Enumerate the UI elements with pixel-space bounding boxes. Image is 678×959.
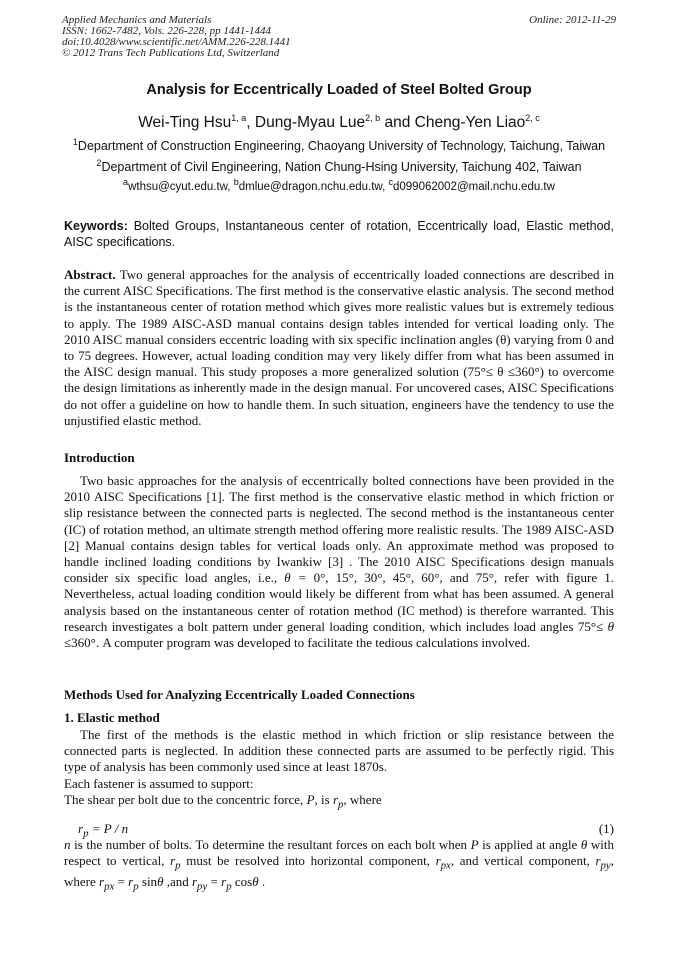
methods-text: , where — [343, 792, 382, 807]
affiliation-text: Department of Construction Engineering, Chaoyang University of Technology, Taichung, Taiwan — [77, 139, 606, 153]
intro-text: ≤360°. A computer program was developed to facilitate the tedious calculations involved. — [64, 635, 531, 651]
affiliation-text: Department of Civil Engineering, Nation Chung-Hsing University, Taichung 402, Taiwan — [101, 160, 582, 174]
methods-text: , is — [314, 792, 333, 807]
abstract-text: Two general approaches for the analysis of eccentrically loaded connections are described in the current AISC Specifications. The first method is the conservative elastic analysis. The second method is the instantaneous center of rotation method which gives more realistic values but is extremely tedious to apply. The 1989 AISC-ASD manual contains design tables intended for vertical loading only. The 2010 AISC manual considers eccentric loading with six specific inclination angles (θ) varying from 0 and to 75 degrees. However, actual loading condition may very likely differ from what has been assumed in the AISC design manual. This study proposes a more generalized solution (75°≤ θ ≤360°) to overcome the design limitations as inherently made in the design manual. For uncovered cases, AISC Specifications do not offer a guideline on how to handle them. In such situation, engineers have the tendency to use the unjustified elastic method. — [64, 267, 614, 428]
keywords-label: Keywords: — [64, 219, 128, 233]
email-address: d099062002@mail.nchu.edu.tw — [393, 181, 555, 193]
symbol-P: P — [306, 792, 315, 807]
methods-text: with respect to vertical, — [64, 837, 614, 869]
methods-text: is applied at angle — [478, 837, 581, 852]
affiliation-1 — [0, 136, 678, 153]
methods-text: cos — [231, 874, 253, 889]
symbol-r: r — [435, 853, 441, 869]
symbol-n: n — [64, 837, 71, 852]
journal-header — [62, 15, 616, 59]
affiliation-2 — [0, 157, 678, 174]
copyright-line: © 2012 Trans Tech Publications Ltd, Switzerland — [62, 47, 280, 59]
email-address: wthsu@cyut.edu.tw, — [128, 181, 234, 193]
author-separator: and — [380, 114, 415, 131]
author-name: Dung-Myau Lue — [254, 114, 366, 131]
methods-text: = — [114, 874, 129, 889]
affiliation-superscript: 2 — [96, 157, 102, 168]
eq-rhs: = P / n — [88, 821, 129, 836]
email-list — [0, 177, 678, 193]
abstract — [64, 267, 614, 429]
symbol-subscript: px — [104, 880, 115, 893]
abstract-label: Abstract. — [64, 267, 116, 282]
symbol-subscript: p — [133, 880, 139, 893]
journal-name: Applied Mechanics and Materials — [62, 14, 212, 26]
affiliation-superscript: 1 — [72, 136, 78, 147]
methods-text: . — [258, 874, 266, 889]
author-list — [0, 114, 678, 132]
intro-text: Two basic approaches for the analysis of eccentrically bolted connections have been provided in the 2010 AISC Specifications [1]. The first method is the conservative elastic method in which friction or slip resistance between the connected parts is neglected. The second method is the instantaneous center (IC) of rotation method, an ultimate strength method offering more realistic results. The 1989 AISC-ASD [2] Manual contains design tables for vertical loads only. An approximate method was proposed to handle inclined loading conditions by Iwankiw [3] . The 2010 AISC Specifications design manuals consider six specific load angles, i.e., — [64, 473, 614, 586]
doi-line: doi:10.4028/www.scientific.net/AMM.226-228.1441 — [62, 36, 291, 48]
symbol-r: r — [332, 792, 338, 807]
paper-title: Analysis for Eccentrically Loaded of Steel Bolted Group — [146, 82, 532, 98]
symbol-subscript: p — [175, 859, 181, 872]
symbol-subscript: p — [338, 798, 344, 811]
symbol-r: r — [170, 853, 176, 869]
symbol-r: r — [128, 874, 134, 889]
methods-paragraph: The first of the methods is the elastic method in which friction or slip resistance between the connected parts is neglected. In addition these connected parts are assumed to be perfectly rigid. This type of analysis has been commonly used since at least 1870s. — [64, 727, 614, 775]
symbol-P: P — [470, 837, 479, 852]
issn-line: ISSN: 1662-7482, Vols. 226-228, pp 1441-1444 — [62, 25, 271, 37]
intro-theta: θ = — [284, 570, 314, 586]
email-superscript: b — [233, 177, 239, 188]
email-superscript: c — [388, 177, 393, 188]
symbol-r: r — [221, 874, 227, 889]
keywords-text: Bolted Groups, Instantaneous center of rotation, Eccentrically load, Elastic method, AISC specifications. — [64, 219, 614, 249]
introduction-heading: Introduction — [64, 450, 135, 465]
author-superscript: 1, a — [231, 112, 247, 123]
symbol-subscript: py — [600, 859, 611, 872]
keywords — [64, 218, 614, 250]
email-address: dmlue@dragon.nchu.edu.tw, — [238, 181, 389, 193]
email-superscript: a — [123, 177, 129, 188]
methods-text: , where — [64, 853, 614, 889]
methods-text: is the number of bolts. To determine the resultant forces on each bolt when — [70, 837, 471, 852]
author-name: Wei-Ting Hsu — [138, 114, 232, 131]
methods-line — [64, 792, 614, 813]
symbol-theta: θ — [252, 874, 259, 889]
methods-text: sin — [138, 874, 158, 889]
author-name: Cheng-Yen Liao — [414, 114, 526, 131]
symbol-r: r — [595, 853, 601, 869]
symbol-subscript: p — [226, 880, 232, 893]
methods-line: Each fastener is assumed to support: — [64, 776, 254, 791]
symbol-subscript: py — [197, 880, 208, 893]
symbol-subscript: px — [440, 859, 451, 872]
eq-subscript: p — [83, 827, 89, 840]
author-separator: , — [246, 114, 255, 131]
symbol-theta: θ — [157, 874, 164, 889]
author-superscript: 2, b — [365, 112, 381, 123]
methods-text: , and vertical component, — [450, 853, 596, 869]
methods-text: ,and — [163, 874, 192, 889]
equation-number: (1) — [598, 821, 614, 836]
intro-text: 0°, 15°, 30°, 45°, 60°, and 75°, refer with figure 1. Nevertheless, actual loading condition would likely be different from what has been assumed. A general analysis based on the instantaneous center of rotation method (IC method) is therefore warranted. This research investigates a bolt pattern under general loading condition, which includes load angles 75°≤ — [64, 570, 614, 634]
eq-r: r — [78, 821, 84, 836]
symbol-r: r — [191, 874, 198, 889]
symbol-theta: θ — [580, 837, 588, 852]
methods-paragraph-resolve — [64, 837, 614, 895]
methods-text: = — [207, 874, 222, 889]
intro-theta: θ — [607, 618, 614, 634]
methods-text: must be resolved into horizontal component, — [180, 853, 436, 869]
methods-heading: Methods Used for Analyzing Eccentrically Loaded Connections — [64, 687, 415, 702]
elastic-method-subheading: 1. Elastic method — [64, 710, 160, 725]
author-superscript: 2, c — [525, 112, 540, 123]
symbol-r: r — [99, 874, 105, 889]
introduction-paragraph — [64, 473, 614, 651]
methods-text: The shear per bolt due to the concentric force, — [64, 792, 307, 807]
online-date: Online: 2012-11-29 — [529, 14, 616, 26]
